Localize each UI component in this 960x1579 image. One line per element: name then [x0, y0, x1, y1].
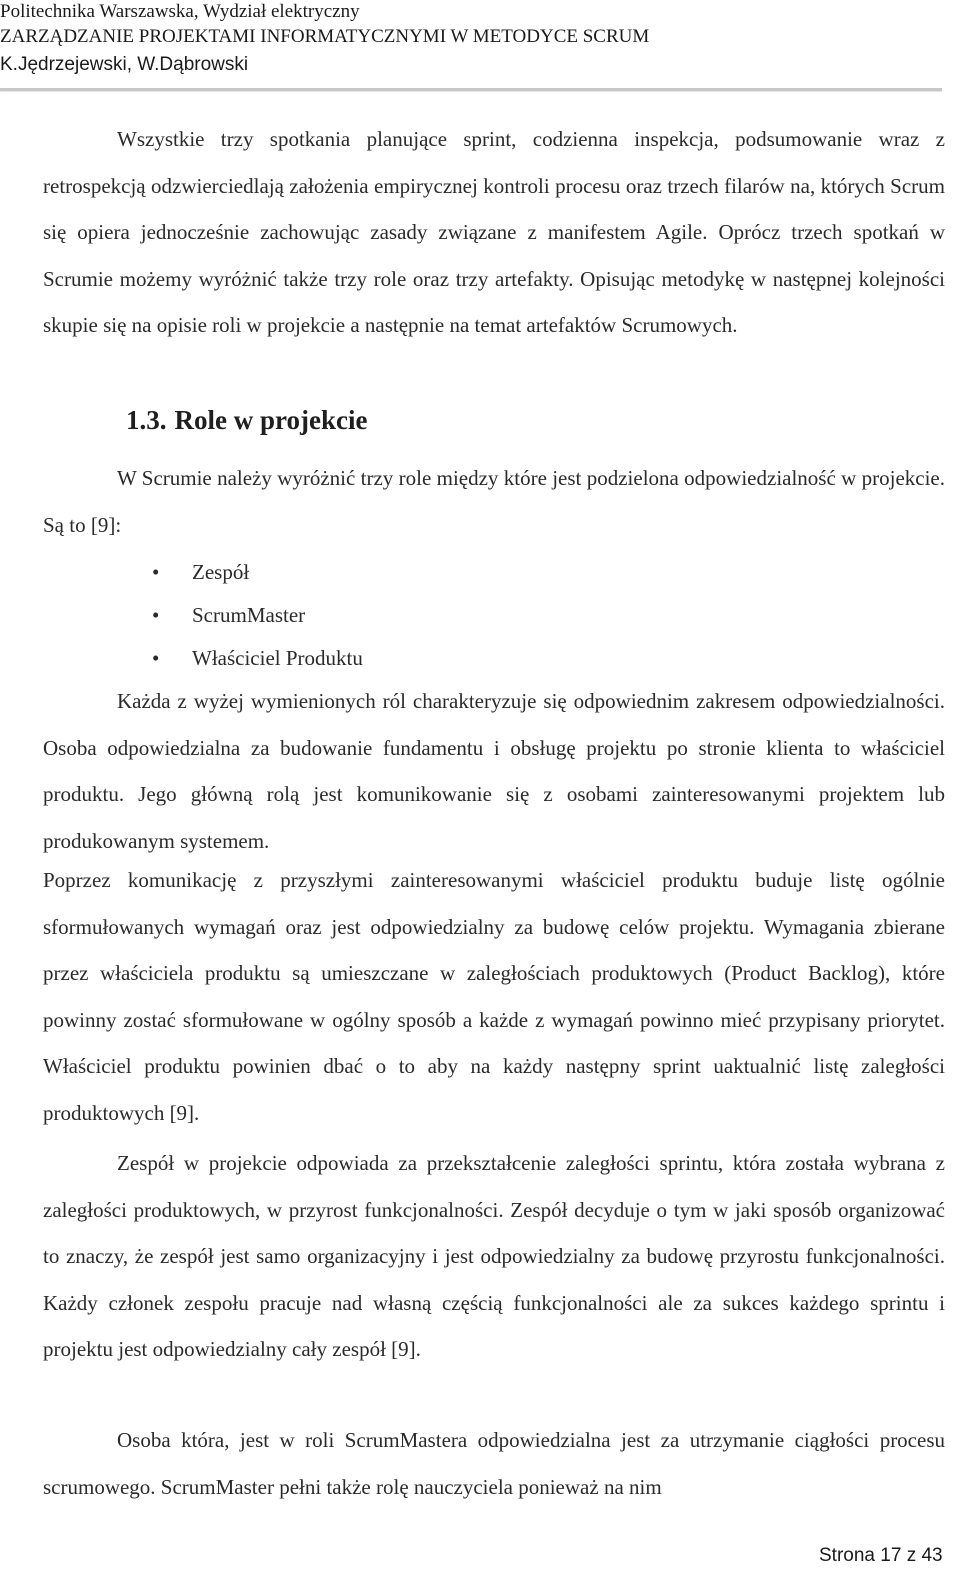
paragraph-roles-scope: [43, 678, 945, 864]
paragraph-text: Każda z wyżej wymienionych ról charakteryzuje się odpowiednim zakresem odpowiedzialności. Osoba odpowiedzialna za budowanie fundamentu i obsługę projektu po stronie klienta to właściciel produktu. Jego główną rolą jest komunikowanie się z osobami zainteresowanymi projektem lub produkowanym systemem.: [43, 689, 945, 853]
paragraph-text: Osoba która, jest w roli ScrumMastera odpowiedzialna jest za utrzymanie ciągłości procesu scrumowego. ScrumMaster pełni także rolę nauczyciela ponieważ na nim: [43, 1428, 945, 1499]
page-label: Strona: [819, 1545, 875, 1566]
total-pages: 43: [921, 1545, 943, 1566]
current-page: 17: [880, 1545, 902, 1566]
list-item: [152, 551, 363, 594]
paragraph-text: W Scrumie należy wyróżnić trzy role między które jest podzielona odpowiedzialność w projekcie. Są to [9]:: [43, 466, 945, 537]
header-course-title: ZARZĄDZANIE PROJEKTAMI INFORMATYCZNYMI W METODYCE SCRUM: [0, 26, 650, 47]
list-item: [152, 637, 363, 680]
paragraph-product-owner: [43, 857, 945, 1136]
role-label: ScrumMaster: [192, 603, 306, 627]
paragraph-text: Wszystkie trzy spotkania planujące sprint, codzienna inspekcja, podsumowanie wraz z retrospekcją odzwierciedlają założenia empirycznej kontroli procesu oraz trzech filarów na, których Scrum się opiera jednocześnie zachowując zasady związane z manifestem Agile. Oprócz trzech spotkań w Scrumie możemy wyróżnić także trzy role oraz trzy artefakty. Opisując metodykę w następnej kolejności skupie się na opisie roli w projekcie a następnie na temat artefaktów Scrumowych.: [43, 127, 945, 337]
paragraph-scrummaster: [43, 1417, 945, 1510]
role-label: Zespół: [192, 560, 250, 584]
bullet-icon: •: [152, 646, 160, 670]
bullet-icon: •: [152, 560, 160, 584]
paragraph-roles-intro: [43, 455, 945, 548]
paragraph-text: Poprzez komunikację z przyszłymi zainteresowanymi właściciel produktu buduje listę ogólnie sformułowanych wymagań oraz jest odpowiedzialny za budowę celów projektu. Wymagania zbierane przez właściciela produktu są umieszczane w zaległościach produktowych (Product Backlog), które powinny zostać sformułowane w ogólny sposób a każde z wymagań powinno mieć przypisany priorytet. Właściciel produktu powinien dbać o to aby na każdy następny sprint uaktualnić listę zaległości produktowych [9].: [43, 868, 945, 1125]
header-authors: K.Jędrzejewski, W.Dąbrowski: [0, 54, 249, 75]
roles-list: [152, 551, 363, 680]
header-divider: [0, 88, 942, 91]
paragraph-intro: [43, 116, 945, 349]
page-number: [819, 1542, 943, 1570]
paragraph-team: [43, 1140, 945, 1373]
list-item: [152, 594, 363, 637]
bullet-icon: •: [152, 603, 160, 627]
section-heading: [126, 400, 367, 440]
page-separator: z: [906, 1545, 917, 1566]
header-university: Politechnika Warszawska, Wydział elektryczny: [0, 1, 360, 22]
section-title: Role w projekcie: [174, 405, 368, 435]
section-number: 1.3.: [126, 405, 167, 435]
paragraph-text: Zespół w projekcie odpowiada za przekształcenie zaległości sprintu, która została wybrana z zaległości produktowych, w przyrost funkcjonalności. Zespół decyduje o tym w jaki sposób organizować to znaczy, że zespół jest samo organizacyjny i jest odpowiedzialny za budowę przyrostu funkcjonalności. Każdy członek zespołu pracuje nad własną częścią funkcjonalności ale za sukces każdego sprintu i projektu jest odpowiedzialny cały zespół [9].: [43, 1151, 945, 1361]
role-label: Właściciel Produktu: [192, 646, 363, 670]
